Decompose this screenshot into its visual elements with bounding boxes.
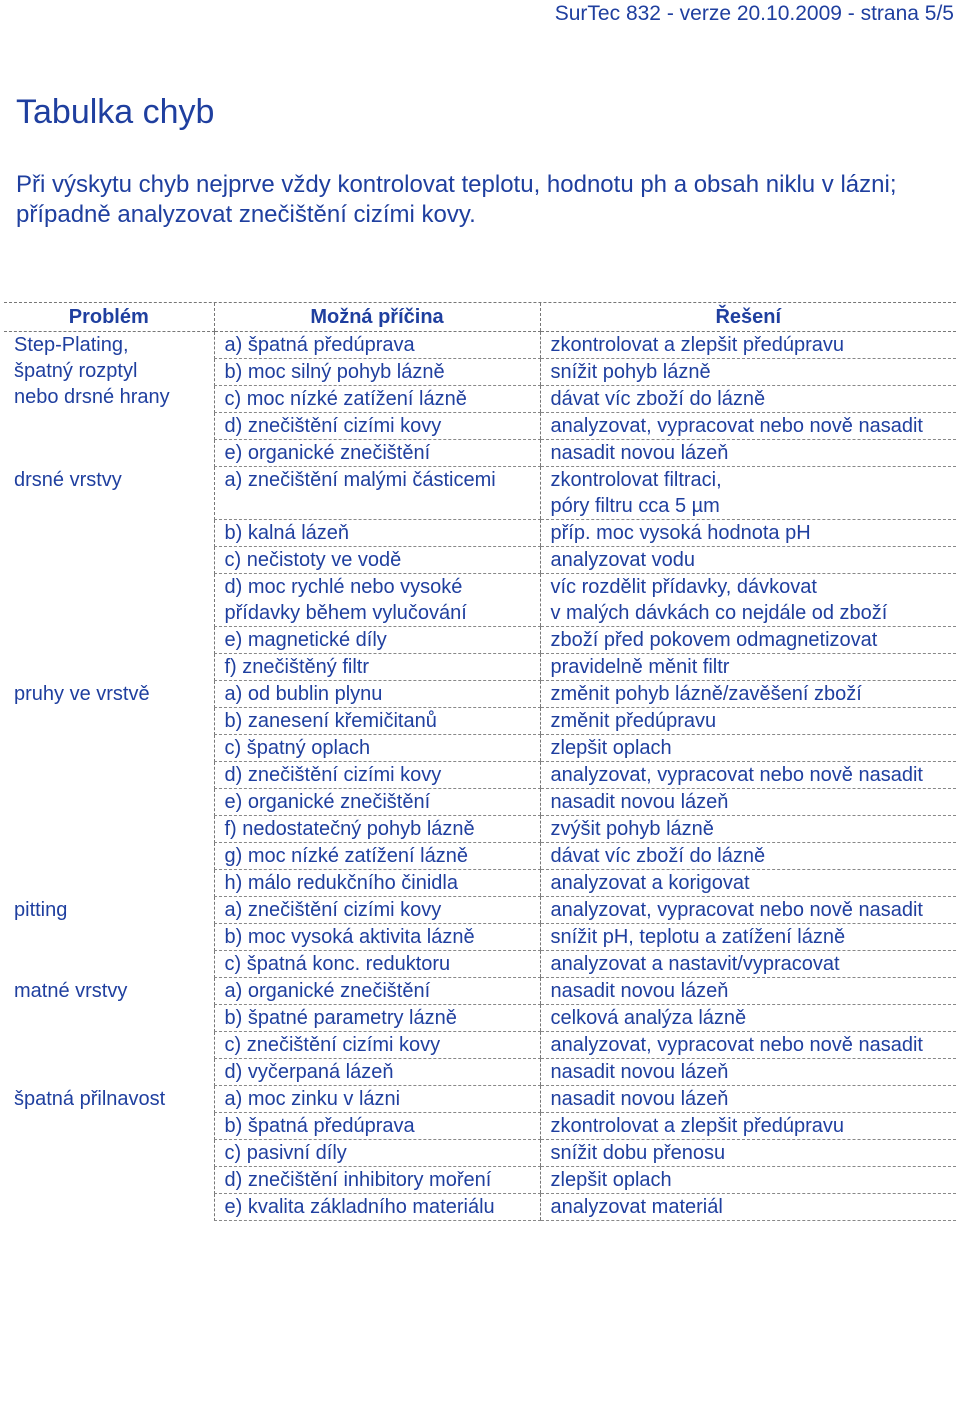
cause-cell: c) nečistoty ve vodě [214,547,540,574]
solution-cell: dávat víc zboží do lázně [540,843,956,870]
solution-cell: analyzovat materiál [540,1194,956,1221]
solution-cell: nasadit novou lázeň [540,1059,956,1086]
header-problem: Problém [4,303,214,332]
solution-cell: zkontrolovat a zlepšit předúpravu [540,1113,956,1140]
cause-cell: b) moc silný pohyb lázně [214,359,540,386]
solution-cell: změnit pohyb lázně/zavěšení zboží [540,681,956,708]
solution-cell: snížit pohyb lázně [540,359,956,386]
solution-cell: celková analýza lázně [540,1005,956,1032]
solution-cell: nasadit novou lázeň [540,1086,956,1113]
solution-cell: analyzovat, vypracovat nebo nově nasadit [540,1032,956,1059]
cause-cell: b) špatné parametry lázně [214,1005,540,1032]
problem-cell: pruhy ve vrstvě [14,682,150,705]
cause-cell: e) magnetické díly [214,627,540,654]
solution-cell: zvýšit pohyb lázně [540,816,956,843]
intro-paragraph: Při výskytu chyb nejprve vždy kontrolovat teplotu, hodnotu ph a obsah niklu v lázni; případně analyzovat znečištění cizími kovy. [16,171,897,228]
solution-cell: příp. moc vysoká hodnota pH [540,520,956,547]
problem-cell: matné vrstvy [14,979,128,1002]
header-cause: Možná příčina [214,303,540,332]
table-row [4,332,956,359]
solution-cell: analyzovat, vypracovat nebo nově nasadit [540,897,956,924]
problem-cell: Step-Plating, špatný rozptyl nebo drsné hrany [14,334,170,408]
cause-cell: d) vyčerpaná lázeň [214,1059,540,1086]
cause-cell: a) znečištění malými částicemi [214,467,540,520]
cause-cell: b) moc vysoká aktivita lázně [214,924,540,951]
table-row [4,467,956,520]
solution-cell: snížit dobu přenosu [540,1140,956,1167]
table-header-row [4,303,956,332]
cause-cell: e) organické znečištění [214,440,540,467]
cause-cell: h) málo redukčního činidla [214,870,540,897]
solution-cell: nasadit novou lázeň [540,789,956,816]
solution-cell: zboží před pokovem odmagnetizovat [540,627,956,654]
table-row [4,897,956,924]
cause-cell: c) pasivní díly [214,1140,540,1167]
solution-cell: analyzovat a nastavit/vypracovat [540,951,956,978]
cause-cell: b) zanesení křemičitanů [214,708,540,735]
cause-cell: a) špatná předúprava [214,332,540,359]
error-table-wrapper [4,302,956,1221]
solution-cell: zlepšit oplach [540,735,956,762]
problem-cell: drsné vrstvy [14,468,122,491]
cause-cell: f) znečištěný filtr [214,654,540,681]
cause-cell: c) znečištění cizími kovy [214,1032,540,1059]
cause-cell: a) od bublin plynu [214,681,540,708]
table-body [4,332,956,1221]
cause-cell: a) moc zinku v lázni [214,1086,540,1113]
solution-cell: nasadit novou lázeň [540,440,956,467]
problem-cell: špatná přilnavost [14,1087,166,1110]
page-header: SurTec 832 - verze 20.10.2009 - strana 5/5 [554,2,954,25]
header-solution: Řešení [540,303,956,332]
cause-cell: c) špatný oplach [214,735,540,762]
table-row [4,681,956,708]
cause-cell: a) organické znečištění [214,978,540,1005]
cause-cell: f) nedostatečný pohyb lázně [214,816,540,843]
cause-cell: d) znečištění inhibitory moření [214,1167,540,1194]
solution-cell: pravidelně měnit filtr [540,654,956,681]
page-title: Tabulka chyb [16,93,215,131]
cause-cell: e) organické znečištění [214,789,540,816]
table-row [4,978,956,1005]
cause-cell: d) moc rychlé nebo vysoké přídavky během vylučování [214,574,540,627]
cause-cell: g) moc nízké zatížení lázně [214,843,540,870]
cause-cell: d) znečištění cizími kovy [214,762,540,789]
solution-cell: zkontrolovat filtraci, póry filtru cca 5 µm [540,467,956,520]
cause-cell: b) špatná předúprava [214,1113,540,1140]
solution-cell: dávat víc zboží do lázně [540,386,956,413]
cause-cell: a) znečištění cizími kovy [214,897,540,924]
cause-cell: b) kalná lázeň [214,520,540,547]
solution-cell: víc rozdělit přídavky, dávkovat v malých dávkách co nejdále od zboží [540,574,956,627]
solution-cell: změnit předúpravu [540,708,956,735]
problem-cell: pitting [14,898,68,921]
solution-cell: nasadit novou lázeň [540,978,956,1005]
solution-cell: zkontrolovat a zlepšit předúpravu [540,332,956,359]
solution-cell: analyzovat, vypracovat nebo nově nasadit [540,413,956,440]
cause-cell: d) znečištění cizími kovy [214,413,540,440]
solution-cell: analyzovat a korigovat [540,870,956,897]
solution-cell: analyzovat, vypracovat nebo nově nasadit [540,762,956,789]
table-row [4,1086,956,1113]
cause-cell: e) kvalita základního materiálu [214,1194,540,1221]
error-table [4,303,956,1221]
solution-cell: zlepšit oplach [540,1167,956,1194]
cause-cell: c) špatná konc. reduktoru [214,951,540,978]
solution-cell: analyzovat vodu [540,547,956,574]
solution-cell: snížit pH, teplotu a zatížení lázně [540,924,956,951]
cause-cell: c) moc nízké zatížení lázně [214,386,540,413]
